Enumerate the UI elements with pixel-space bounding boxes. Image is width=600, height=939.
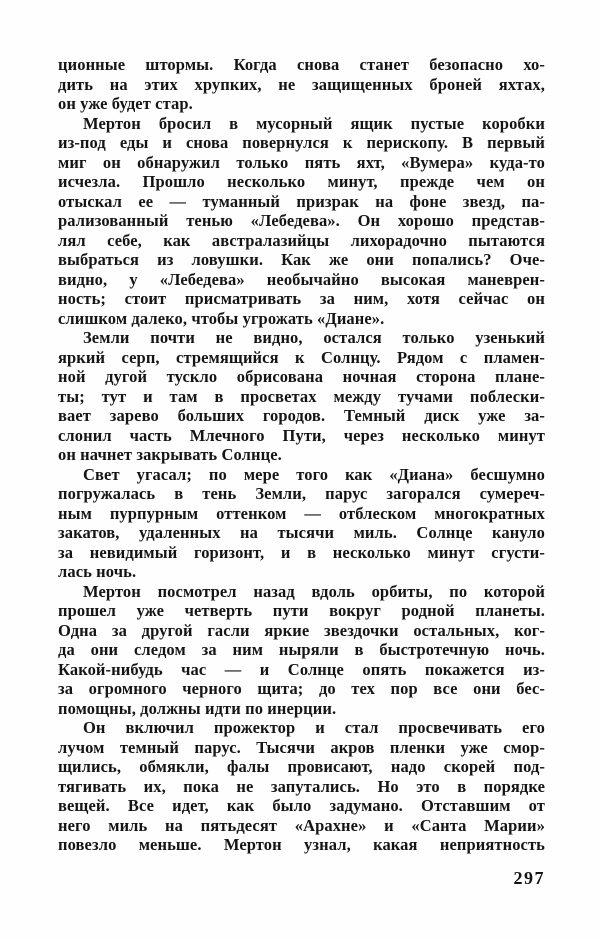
text-line: миг он обнаружил только пять яхт, «Вумера» куда-то bbox=[58, 152, 545, 172]
text-line: Земли почти не видно, остался только узенький bbox=[83, 328, 545, 347]
text-line: ной дугой тускло обрисована ночная сторона плане- bbox=[58, 367, 545, 386]
text-line: Какой-нибудь час — и Солнце опять покажется из- bbox=[58, 659, 545, 679]
text-line: дить на этих хрупких, не защищенных броней яхтах, bbox=[58, 74, 545, 94]
text-line: ты; тут и там в просветах между тучами поблески- bbox=[58, 386, 545, 406]
text-line: помощны, должны идти по инерции. bbox=[58, 698, 337, 718]
text-line: лял себе, как австралазийцы лихорадочно пытаются bbox=[58, 230, 545, 250]
text-line: он начнет закрывать Солнце. bbox=[58, 445, 282, 464]
text-line: Свет угасал; по мере того как «Диана» бесшумно bbox=[83, 464, 545, 484]
text-line: видно, у «Лебедева» необычайно высокая маневрен- bbox=[58, 269, 545, 289]
text-line: за невидимый горизонт, и в несколько минут сгусти- bbox=[58, 542, 545, 562]
text-line: щились, обмякли, фалы провисают, надо скорей под- bbox=[58, 757, 545, 776]
text-line: он уже будет стар. bbox=[58, 94, 193, 113]
text-line: ность; стоит присматривать за ним, хотя сейчас он bbox=[58, 289, 545, 308]
text-line: погружалась в тень Земли, парус загорался сумереч- bbox=[58, 484, 545, 503]
text-line: повезло меньше. Мертон узнал, какая неприятность bbox=[58, 835, 545, 854]
text-line: Он включил прожектор и стал просвечивать его bbox=[83, 718, 545, 737]
text-line: ным пурпурным оттенком — отблеском многократных bbox=[58, 503, 545, 523]
text-line: лась ночь. bbox=[58, 562, 137, 581]
text-line: тягивать их, пока не запутались. Но это в порядке bbox=[58, 776, 545, 796]
text-line: исчезла. Прошло несколько минут, прежде чем он bbox=[58, 172, 545, 191]
page-text bbox=[58, 55, 545, 855]
text-line: рализованный тенью «Лебедева». Он хорошо представ- bbox=[58, 211, 545, 230]
text-line: Одна за другой гасли яркие звездочки остальных, ког- bbox=[58, 620, 545, 640]
text-line: выбраться из ловушки. Как же они попались? Оче- bbox=[58, 250, 545, 269]
text-line: вещей. Все идет, как было задумано. Отставшим от bbox=[58, 796, 545, 815]
text-line: слонил часть Млечного Пути, через несколько минут bbox=[58, 425, 545, 445]
text-line: да они следом за ним ныряли в быстротечную ночь. bbox=[58, 640, 545, 659]
text-line: ционные штормы. Когда снова станет безопасно хо- bbox=[58, 55, 545, 74]
text-line: Мертон бросил в мусорный ящик пустые коробки bbox=[83, 113, 545, 133]
text-line: слишком далеко, чтобы угрожать «Диане». bbox=[58, 308, 385, 328]
text-line: Мертон посмотрел назад вдоль орбиты, по которой bbox=[83, 581, 545, 601]
text-line: закатов, удаленных на тысячи миль. Солнце кануло bbox=[58, 523, 545, 542]
page-number: 297 bbox=[513, 868, 545, 888]
text-line: прошел уже четверть пути вокруг родной планеты. bbox=[58, 601, 545, 620]
text-line: него миль на пятьдесят «Арахне» и «Санта Марии» bbox=[58, 815, 545, 835]
text-line: яркий серп, стремящийся к Солнцу. Рядом с пламен- bbox=[58, 347, 545, 367]
text-line: отыскал ее — туманный призрак на фоне звезд, па- bbox=[58, 191, 545, 211]
text-line: за огромного черного щита; до тех пор все они бес- bbox=[58, 679, 545, 698]
text-line: из-под еды и снова повернулся к перископу. В первый bbox=[58, 133, 545, 152]
text-line: вает зарево больших городов. Темный диск уже за- bbox=[58, 406, 545, 425]
text-line: лучом темный парус. Тысячи акров пленки уже смор- bbox=[58, 737, 545, 757]
